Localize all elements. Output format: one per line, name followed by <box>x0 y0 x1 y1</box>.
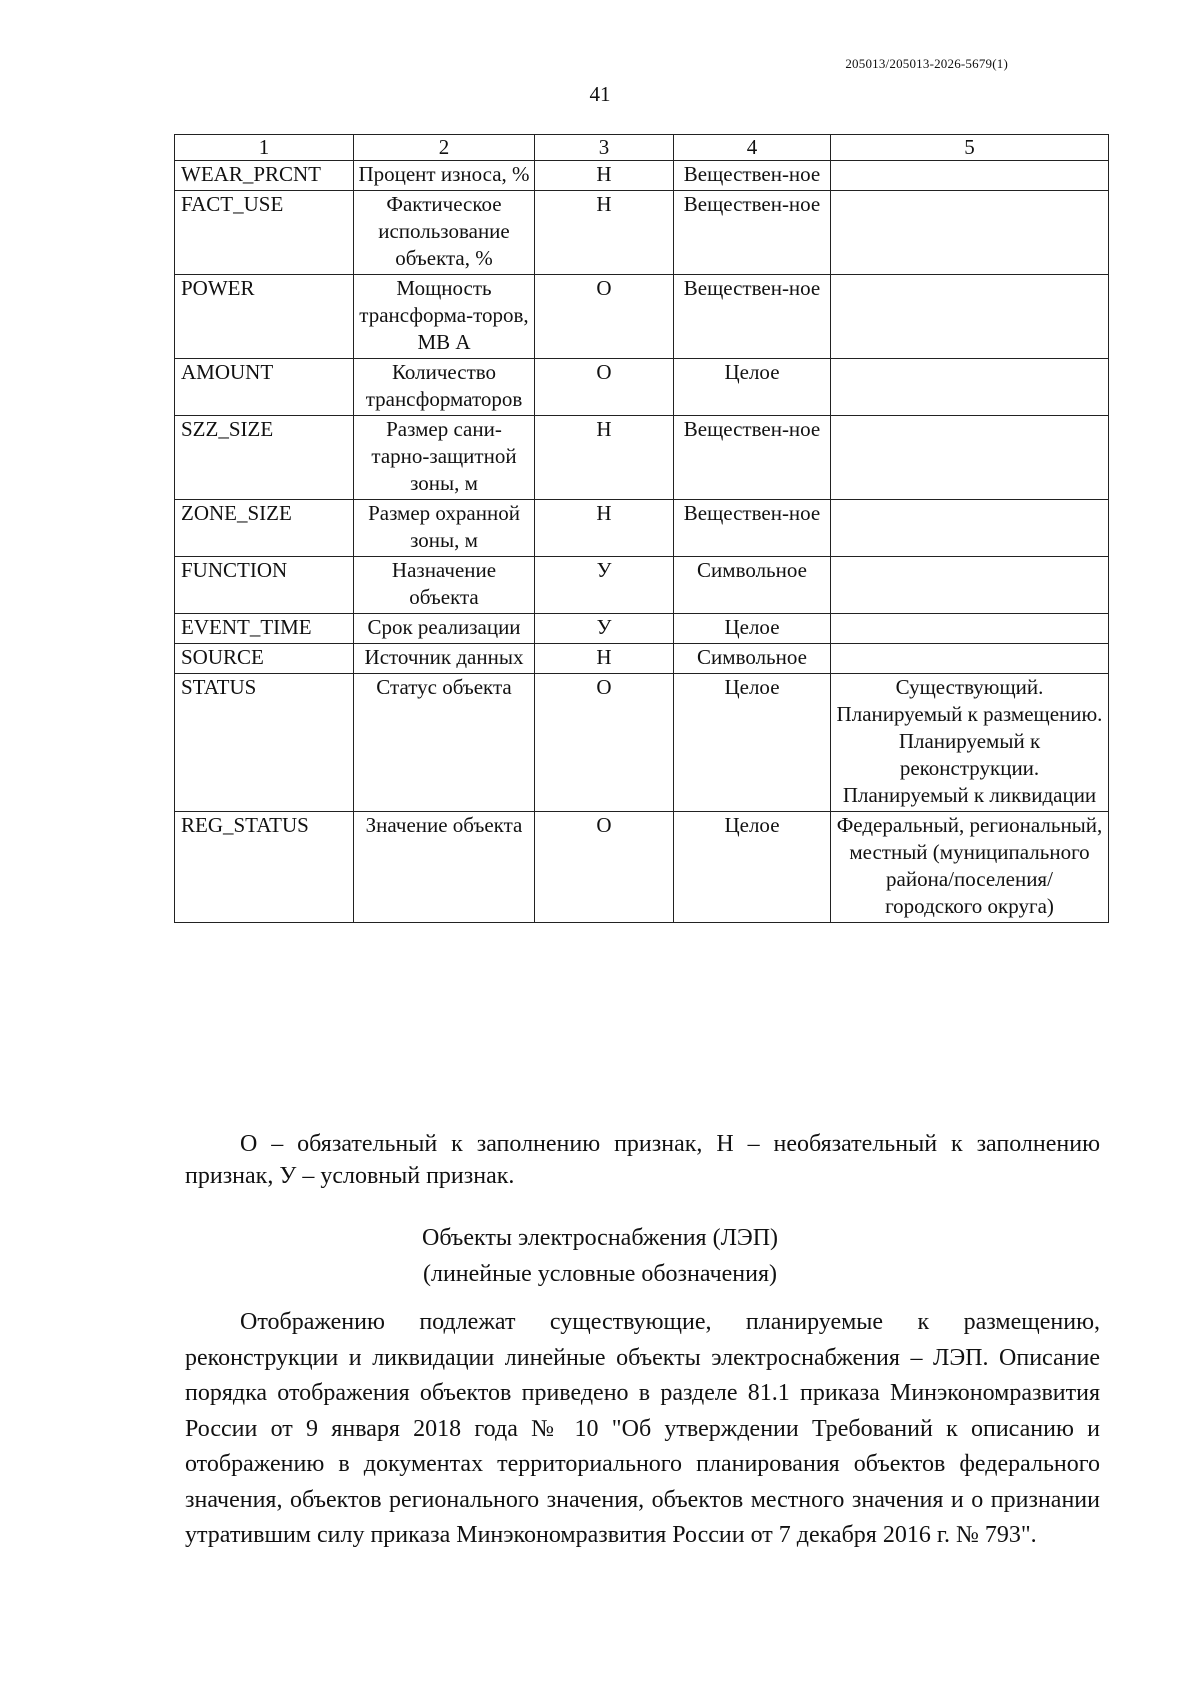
field-requirement-cell: О <box>535 275 674 359</box>
column-header: 1 <box>175 135 354 161</box>
field-code-cell: WEAR_PRCNT <box>175 161 354 191</box>
field-type-cell: Веществен-ное <box>674 500 831 557</box>
table-row <box>175 644 1109 674</box>
table-row <box>175 557 1109 614</box>
field-description-cell: Процент износа, % <box>354 161 535 191</box>
field-type-cell: Целое <box>674 359 831 416</box>
field-type-cell: Веществен-ное <box>674 191 831 275</box>
field-type-cell: Символьное <box>674 644 831 674</box>
field-values-cell: Федеральный, региональный, местный (муниципального района/поселения/ городского округа) <box>831 812 1109 923</box>
field-requirement-cell: У <box>535 614 674 644</box>
field-description-cell: Мощность трансформа-торов, МВ А <box>354 275 535 359</box>
field-values-cell <box>831 614 1109 644</box>
field-values-cell <box>831 500 1109 557</box>
field-code-cell: REG_STATUS <box>175 812 354 923</box>
legend-text: О – обязательный к заполнению признак, Н – необязательный к заполнению признак, У – условный признак. <box>185 1131 1100 1189</box>
page-number: 41 <box>589 82 611 106</box>
field-description-cell: Источник данных <box>354 644 535 674</box>
field-code-cell: POWER <box>175 275 354 359</box>
table-row <box>175 359 1109 416</box>
table-row <box>175 500 1109 557</box>
column-header: 4 <box>674 135 831 161</box>
column-header: 2 <box>354 135 535 161</box>
field-requirement-cell: Н <box>535 416 674 500</box>
field-code-cell: FACT_USE <box>175 191 354 275</box>
table-row <box>175 416 1109 500</box>
field-requirement-cell: Н <box>535 644 674 674</box>
field-description-cell: Фактическое использование объекта, % <box>354 191 535 275</box>
field-requirement-cell: Н <box>535 161 674 191</box>
field-description-cell: Назначение объекта <box>354 557 535 614</box>
table-row <box>175 275 1109 359</box>
field-type-cell: Целое <box>674 614 831 644</box>
document-number: 205013/205013-2026-5679(1) <box>845 56 1008 71</box>
field-requirement-cell: О <box>535 812 674 923</box>
field-code-cell: SOURCE <box>175 644 354 674</box>
column-header: 5 <box>831 135 1109 161</box>
field-values-cell <box>831 644 1109 674</box>
field-code-cell: SZZ_SIZE <box>175 416 354 500</box>
attributes-table <box>174 134 1109 923</box>
field-type-cell: Символьное <box>674 557 831 614</box>
field-description-cell: Срок реализации <box>354 614 535 644</box>
field-description-cell: Статус объекта <box>354 674 535 812</box>
field-description-cell: Количество трансформаторов <box>354 359 535 416</box>
field-values-cell <box>831 557 1109 614</box>
table-row <box>175 161 1109 191</box>
field-description-cell: Размер сани-тарно-защитной зоны, м <box>354 416 535 500</box>
field-values-cell <box>831 359 1109 416</box>
field-code-cell: ZONE_SIZE <box>175 500 354 557</box>
table-row <box>175 812 1109 923</box>
field-values-cell <box>831 161 1109 191</box>
field-description-cell: Размер охранной зоны, м <box>354 500 535 557</box>
legend-note <box>185 1128 1100 1192</box>
field-values-cell <box>831 275 1109 359</box>
field-code-cell: AMOUNT <box>175 359 354 416</box>
field-type-cell: Целое <box>674 674 831 812</box>
body-paragraph-block <box>185 1305 1100 1554</box>
field-values-cell <box>831 191 1109 275</box>
column-header: 3 <box>535 135 674 161</box>
field-requirement-cell: У <box>535 557 674 614</box>
field-type-cell: Целое <box>674 812 831 923</box>
field-type-cell: Веществен-ное <box>674 416 831 500</box>
body-paragraph: Отображению подлежат существующие, планируемые к размещению, реконструкции и ликвидации линейные объекты электроснабжения – ЛЭП. Описание порядка отображения объектов приведено в разделе 81.1 приказа Минэкономразвития России от 9 января 2018 года № 10 "Об утверждении Требований к описанию и отображению в документах территориального планирования объектов федерального значения, объектов регионального значения, объектов местного значения и о признании утратившим силу приказа Минэкономразвития России от 7 декабря 2016 г. № 793". <box>185 1309 1100 1548</box>
field-requirement-cell: Н <box>535 191 674 275</box>
table-row <box>175 674 1109 812</box>
section-subtitle: (линейные условные обозначения) <box>422 1261 778 1287</box>
field-type-cell: Веществен-ное <box>674 275 831 359</box>
field-description-cell: Значение объекта <box>354 812 535 923</box>
section-title: Объекты электроснабжения (ЛЭП) <box>421 1225 779 1251</box>
field-values-cell: Существующий. Планируемый к размещению. Планируемый к реконструкции. Планируемый к ликвидации <box>831 674 1109 812</box>
table-row <box>175 614 1109 644</box>
field-requirement-cell: Н <box>535 500 674 557</box>
table-row <box>175 191 1109 275</box>
section-heading <box>0 1220 1200 1292</box>
field-requirement-cell: О <box>535 674 674 812</box>
field-requirement-cell: О <box>535 359 674 416</box>
field-code-cell: EVENT_TIME <box>175 614 354 644</box>
field-values-cell <box>831 416 1109 500</box>
table-header-row <box>175 135 1109 161</box>
field-code-cell: STATUS <box>175 674 354 812</box>
field-code-cell: FUNCTION <box>175 557 354 614</box>
field-type-cell: Веществен-ное <box>674 161 831 191</box>
